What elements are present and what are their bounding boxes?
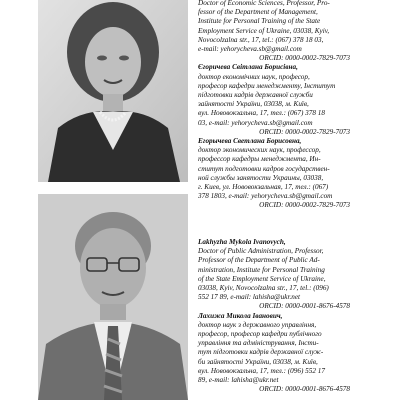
text-line: підготовки кадрів державної служби: [198, 91, 313, 100]
text-line: би зайнятості України, 03038, м. Київ,: [198, 357, 318, 366]
bio-ua-2: [198, 312, 350, 386]
text-line: Institute for Personal Training of the State: [198, 17, 321, 26]
text-line: Professor of the Department of Public Ad-: [198, 256, 320, 265]
text-line: 03038, Kyiv, Novocolzalna str., 17, tel.: (096): [198, 284, 329, 293]
text-line: професор кафедри менеджменту, Інститут: [198, 81, 336, 90]
text-line: доктор економічних наук, професор,: [198, 72, 310, 81]
text-line: Doctor of Public Administration, Professor,: [198, 247, 324, 256]
text-line: ministration, Institute for Personal Training: [198, 265, 325, 274]
orcid-ua-1: ORCID: 0000-0002-7829-7073: [259, 127, 350, 136]
text-line: управління та адміністрування, Інсти-: [198, 339, 319, 348]
text-line: г. Киев, ул. Нововокзальная, 17, тел.: (067): [198, 183, 329, 192]
orcid-ua-2: ORCID: 0000-0001-8676-4578: [259, 385, 350, 394]
portrait-photo-2: [38, 194, 188, 400]
bio-ua-1: [198, 63, 350, 127]
bio-column-2: [198, 238, 350, 394]
text-line: профессор кафедры менеджмента, Ин-: [198, 155, 321, 164]
portrait-photo-1: [38, 0, 188, 182]
person-name-en-2: Lakhyzha Mykola Ivanovych,: [198, 238, 286, 246]
email-text: e-mail: yehorycheva.sb@gmail.com: [198, 45, 302, 54]
orcid-ru-1: ORCID: 0000-0002-7829-7073: [259, 201, 350, 210]
email-text: 378 1803, e-mail: yehorycheva.sb@gmail.com: [198, 192, 333, 201]
text-line: вул. Нововокзальна, 17, тел.: (096) 552 17: [198, 366, 325, 375]
orcid-en-1: ORCID: 0000-0002-7829-7073: [259, 54, 350, 63]
email-text: 552 17 89, e-mail: lahisha@ukr.net: [198, 293, 301, 302]
text-line: доктор экономических наук, профессор,: [198, 146, 321, 155]
text-line: ной службы занятости Украины, 03038,: [198, 173, 324, 182]
text-line: тут підготовки кадрів державної служ-: [198, 348, 324, 357]
bio-en-2: [198, 238, 350, 302]
email-text: 03, e-mail: yehorycheva.sb@gmail.com: [198, 118, 313, 127]
portrait-man-image: [38, 194, 188, 400]
text-line: Doctor of Economic Sciences, Professor, Pro-: [198, 0, 330, 7]
text-line: зайнятості України, 03038, м. Київ,: [198, 100, 309, 109]
bio-column-1: [198, 0, 350, 211]
text-line: Novocolzalna str., 17, tel.: (067) 378 18 03,: [198, 35, 324, 44]
person-name-ua-2: Лахижа Микола Іванович,: [198, 311, 283, 320]
portrait-woman-image: [38, 0, 188, 182]
text-line: професор, професор кафедри публічного: [198, 330, 322, 339]
text-line: доктор наук з державного управління,: [198, 320, 317, 329]
bio-ru-1: [198, 137, 350, 201]
text-line: Employment Service of Ukraine, 03038, Kyiv,: [198, 26, 330, 35]
text-line: ститут подготовки кадров государствен-: [198, 164, 330, 173]
orcid-en-2: ORCID: 0000-0001-8676-4578: [259, 302, 350, 311]
person-name-ru-1: Егорычева Светлана Борисовна,: [198, 137, 302, 146]
text-line: of the State Employment Service of Ukraine,: [198, 274, 326, 283]
email-text: 89, e-mail: lahisha@ukr.net: [198, 376, 279, 385]
person-name-ua-1: Єгоричева Світлана Борисівна,: [198, 63, 298, 72]
bio-en-1: [198, 0, 350, 54]
text-line: вул. Нововокзальна, 17, тел.: (067) 378 18: [198, 109, 325, 118]
text-line: fessor of the Department of Management,: [198, 8, 318, 17]
